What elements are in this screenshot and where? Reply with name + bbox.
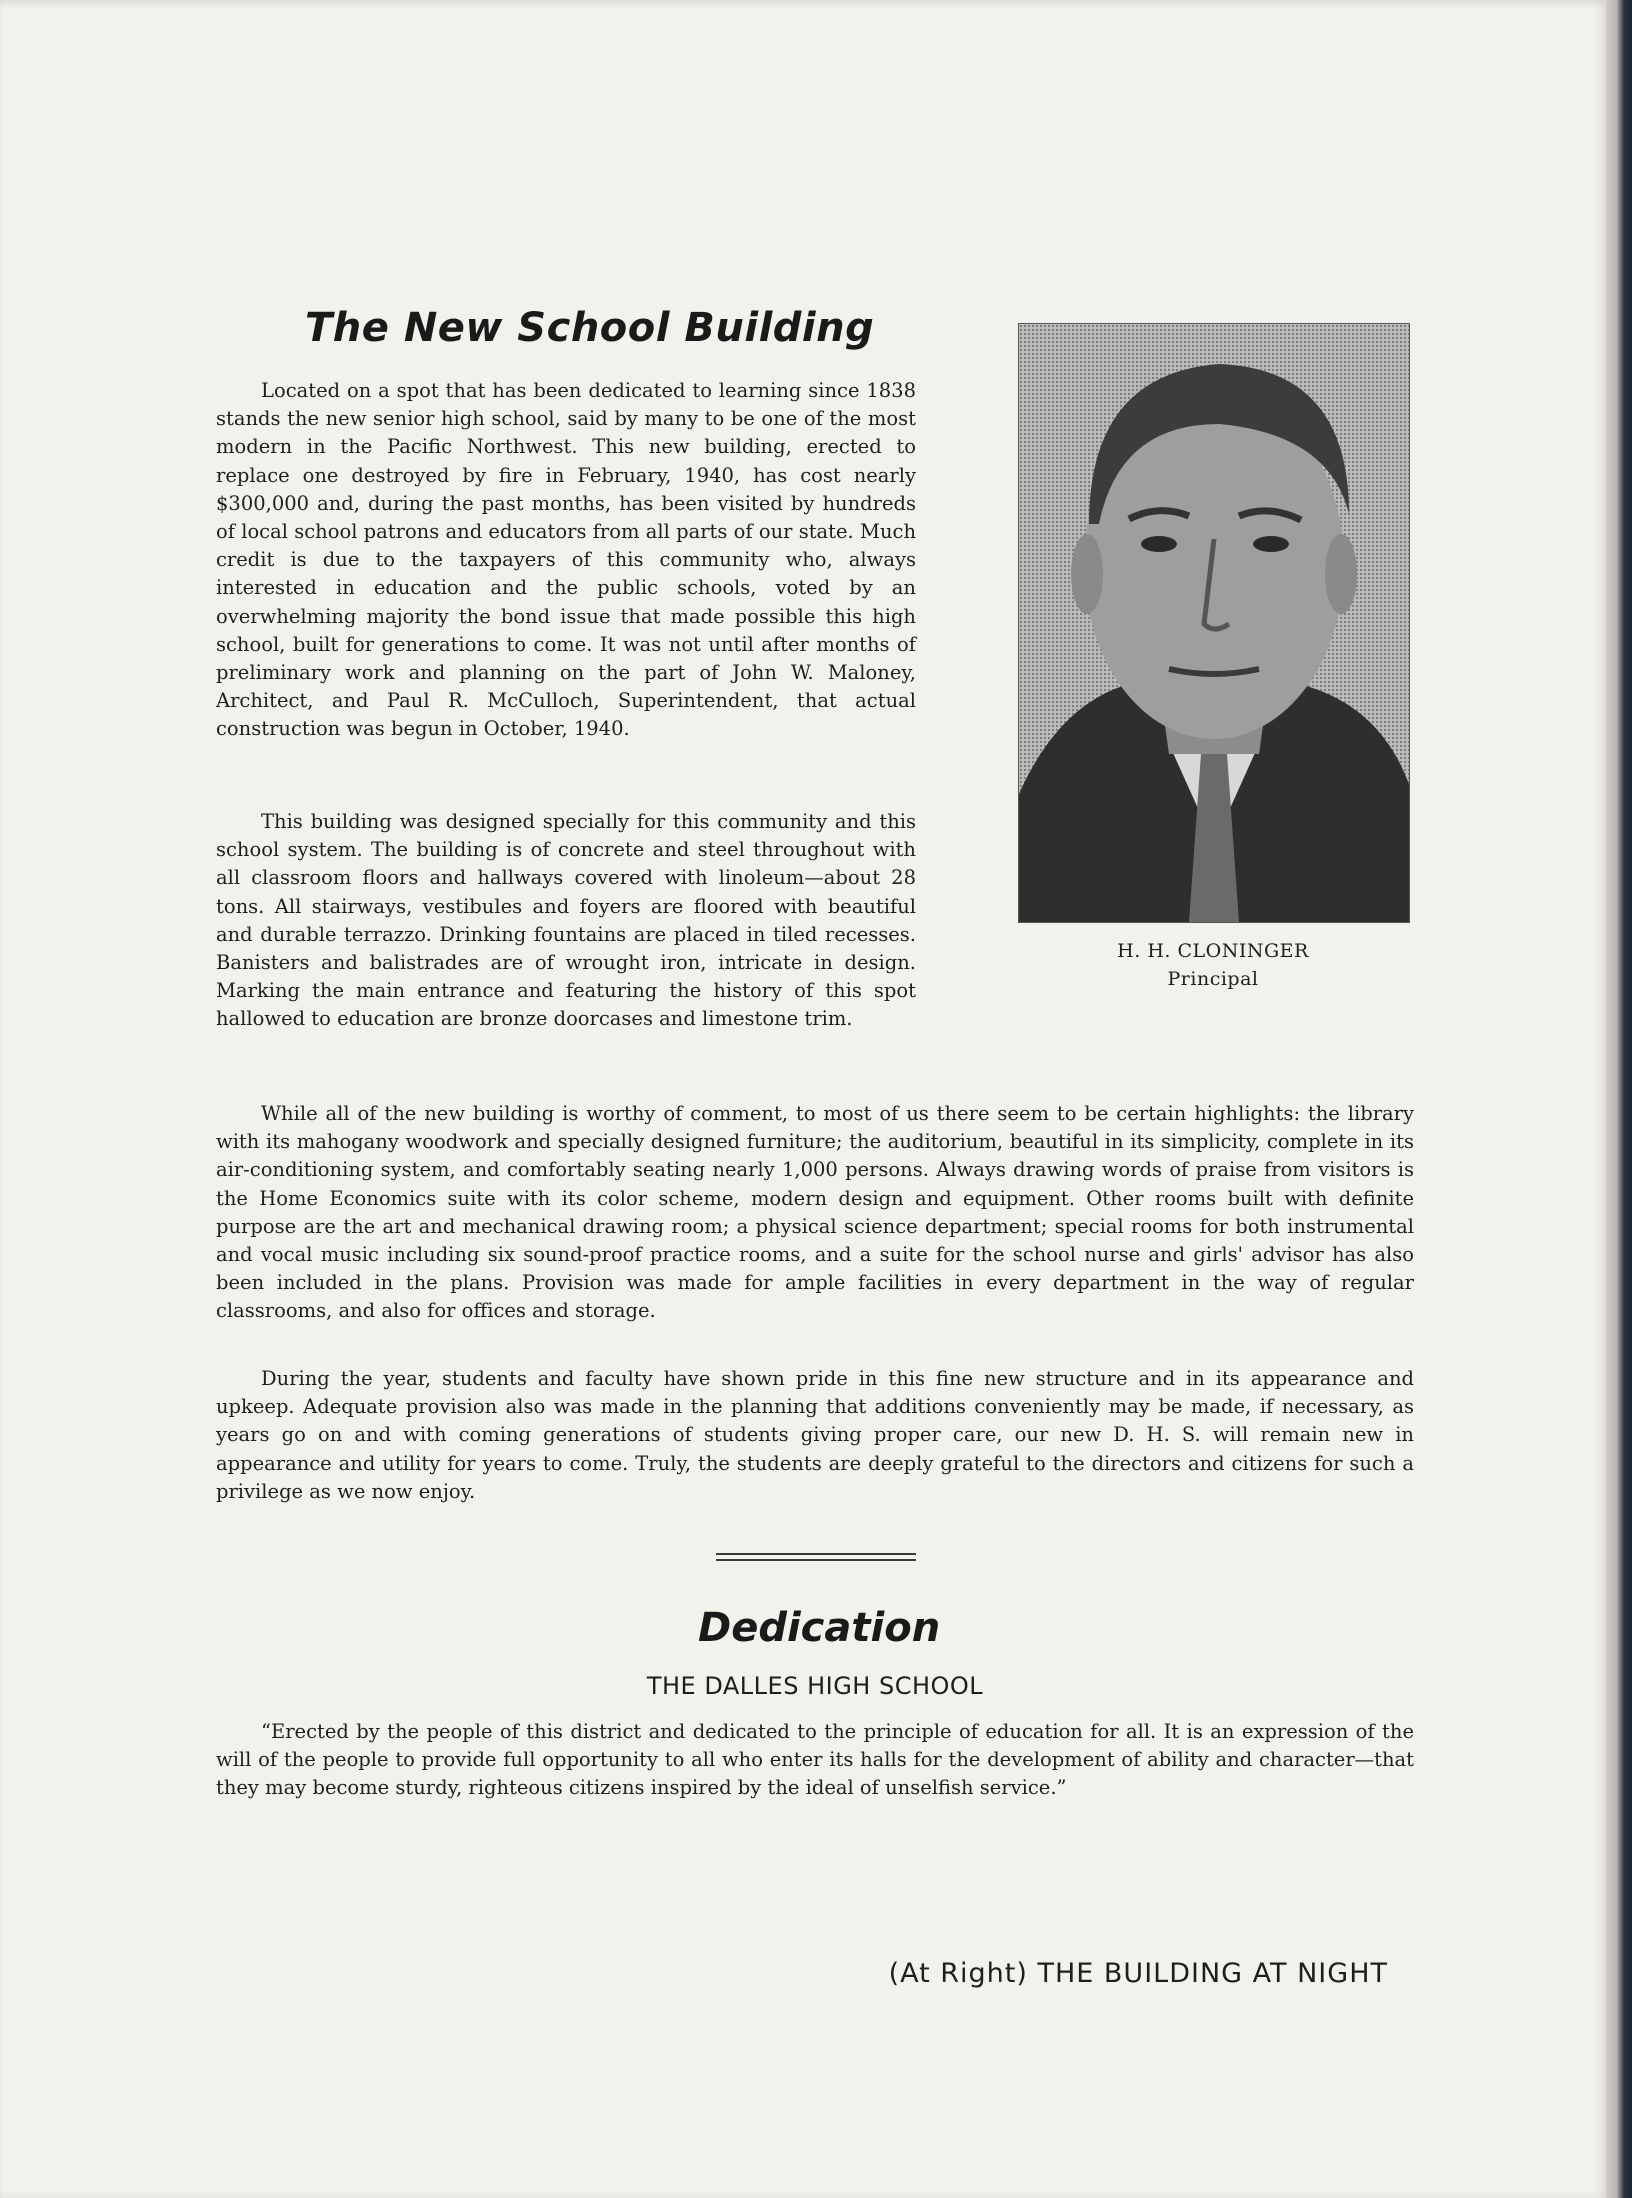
article-paragraph-2: This building was designed specially for this community and this school system. The building is of concrete and steel throughout with all classroom floors and hallways covered with linoleum—about 28 tons. All stairways, vestibules and foyers are floored with beautiful and durable terrazzo. Drinking fountains are placed in tiled recesses. Banisters and balistrades are of wrought iron, intricate in design. Marking the main entrance and featuring the history of this spot hallowed to education are bronze doorcases and limestone trim. bbox=[216, 810, 916, 1031]
portrait-caption-name: H. H. CLONINGER bbox=[1117, 940, 1309, 962]
portrait-caption-role: Principal bbox=[1167, 968, 1259, 990]
dedication-quote: “Erected by the people of this district and dedicated to the principle of education for all. It is an expression of the will of the people to provide full opportunity to all who enter its halls for the development of ability and character—that they may become sturdy, righteous citizens inspired by the ideal of unselfish service.” bbox=[216, 1720, 1414, 1800]
article-paragraph-4: During the year, students and faculty have shown pride in this fine new structure and in its appearance and upkeep. Adequate provision also was made in the planning that additions conveniently may be made, if necessary, as years go on and with coming generations of students giving proper care, our new D. H. S. will remain new in appearance and utility for years to come. Truly, the students are deeply grateful to the directors and citizens for such a privilege as we now enjoy. bbox=[216, 1367, 1414, 1503]
article-paragraph-3: While all of the new building is worthy of comment, to most of us there seem to be certain highlights: the library with its mahogany woodwork and specially designed furniture; the auditorium, beautiful in its simplicity, complete in its air-conditioning system, and comfortably seating nearly 1,000 persons. Always drawing words of praise from visitors is the Home Economics suite with its color scheme, modern design and equipment. Other rooms built with definite purpose are the art and mechanical drawing room; a physical science department; special rooms for both instrumental and vocal music including six sound-proof practice rooms, and a suite for the school nurse and girls' advisor has also been included in the plans. Provision was made for ample facilities in every department in the way of regular classrooms, and also for offices and storage. bbox=[216, 1102, 1414, 1323]
portrait-illustration bbox=[1019, 324, 1409, 922]
principal-portrait-photo bbox=[1018, 323, 1410, 923]
dedication-title: Dedication bbox=[698, 1605, 941, 1651]
section-divider bbox=[716, 1553, 916, 1561]
footer-caption: (At Right) THE BUILDING AT NIGHT bbox=[888, 1958, 1388, 1989]
article-title: The New School Building bbox=[305, 305, 875, 351]
dedication-subtitle: THE DALLES HIGH SCHOOL bbox=[646, 1672, 984, 1700]
article-paragraph-1: Located on a spot that has been dedicated to learning since 1838 stands the new senior high school, said by many to be one of the most modern in the Pacific Northwest. This new building, erected to replace one destroyed by fire in February, 1940, has cost nearly $300,000 and, during the past months, has been visited by hundreds of local school patrons and educators from all parts of our state. Much credit is due to the taxpayers of this community who, always interested in education and the public schools, voted by an overwhelming majority the bond issue that made possible this high school, built for generations to come. It was not until after months of preliminary work and planning on the part of John W. Maloney, Architect, and Paul R. McCulloch, Superintendent, that actual construction was begun in October, 1940. bbox=[216, 379, 916, 741]
binding-edge bbox=[1606, 0, 1632, 2198]
